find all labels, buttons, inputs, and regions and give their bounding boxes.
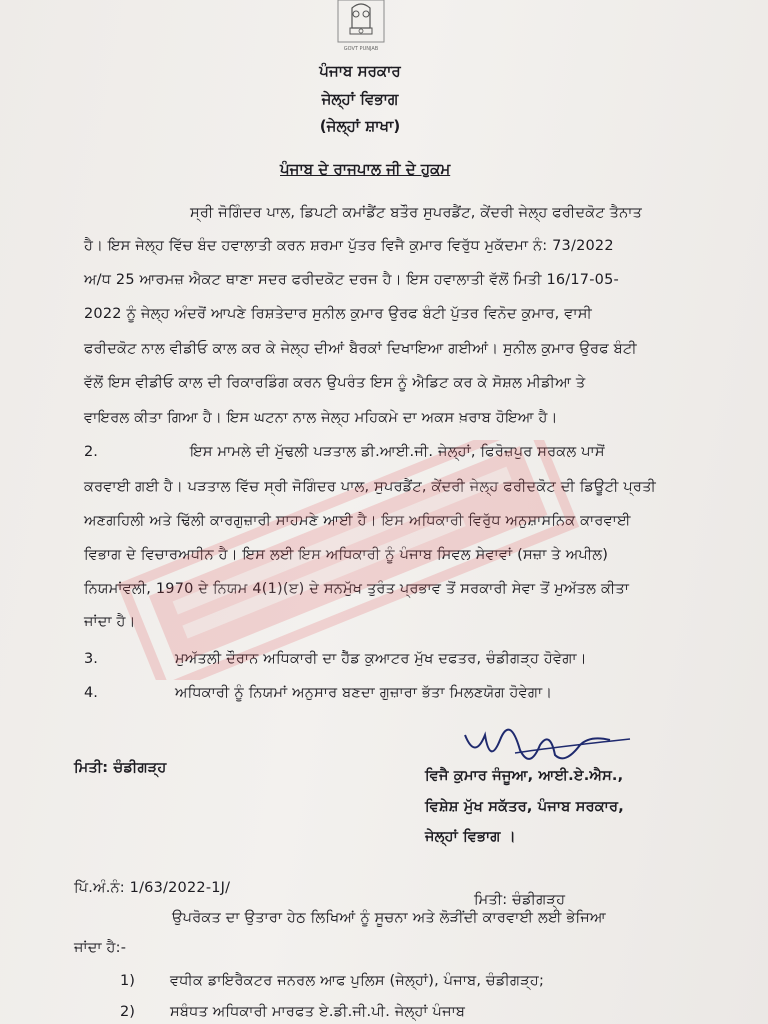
copy-list-number: 1) [120,973,135,989]
signature-mark [455,715,635,775]
para2-line: ਕਰਵਾਈ ਗਈ ਹੈ। ਪੜਤਾਲ ਵਿੱਚ ਸ੍ਰੀ ਜੋਗਿੰਦਰ ਪਾਲ, ਸੁਪਰਡੈਂਟ, ਕੇਂਦਰੀ ਜੇਲ੍ਹ ਫਰੀਦਕੋਟ ਦੀ ਡਿਊਟੀ ਪ੍ਰਤੀ [84,479,656,495]
para1-line: ਸ੍ਰੀ ਜੋਗਿੰਦਰ ਪਾਲ, ਡਿਪਟੀ ਕਮਾਂਡੈਂਟ ਬਤੌਰ ਸੁਪਰਡੈਂਟ, ਕੇਂਦਰੀ ਜੇਲ੍ਹ ਫਰੀਦਕੋਟ ਤੈਨਾਤ [190,205,643,221]
para2-line: ਨਿਯਮਾਂਵਲੀ, 1970 ਦੇ ਨਿਯਮ 4(1)(ੲ) ਦੇ ਸਨਮੁੱਖ ਤੁਰੰਤ ਪ੍ਰਭਾਵ ਤੋਂ ਸਰਕਾਰੀ ਸੇਵਾ ਤੋਂ ਮੁਅੱਤਲ ਕੀਤਾ [84,581,630,597]
endorsement-place-date: ਮਿਤੀ: ਚੰਡੀਗੜ੍ਹ [474,892,566,908]
header-branch: (ਜੇਲ੍ਹਾਂ ਸ਼ਾਖਾ) [319,117,401,135]
para1-line: ਫਰੀਦਕੋਟ ਨਾਲ ਵੀਡੀਓ ਕਾਲ ਕਰ ਕੇ ਜੇਲ੍ਹ ਦੀਆਂ ਬੈਰਕਾਂ ਦਿਖਾਇਆ ਗਈਆਂ। ਸੁਨੀਲ ਕੁਮਾਰ ਉਰਫ ਬੰਟੀ [84,341,637,357]
signatory-name: ਵਿਜੈ ਕੁਮਾਰ ਜੰਜੂਆ, ਆਈ.ਏ.ਐਸ., [425,768,624,784]
para2-line: ਜਾਂਦਾ ਹੈ। [84,614,136,630]
emblem-caption: GOVT PUNJAB [343,46,379,52]
copy-list-number: 2) [120,1004,135,1020]
para4-number: 4. [84,685,98,701]
para2-line: ਵਿਭਾਗ ਦੇ ਵਿਚਾਰਅਧੀਨ ਹੈ। ਇਸ ਲਈ ਇਸ ਅਧਿਕਾਰੀ ਨੂੰ ਪੰਜਾਬ ਸਿਵਲ ਸੇਵਾਵਾਂ (ਸਜ਼ਾ ਤੇ ਅਪੀਲ) [84,547,609,563]
para1-line: ਵਾਇਰਲ ਕੀਤਾ ਗਿਆ ਹੈ। ਇਸ ਘਟਨਾ ਨਾਲ ਜੇਲ੍ਹ ਮਹਿਕਮੇ ਦਾ ਅਕਸ ਖ਼ਰਾਬ ਹੋਇਆ ਹੈ। [84,410,558,426]
para3-number: 3. [84,651,98,667]
signatory-designation: ਵਿਸ਼ੇਸ਼ ਮੁੱਖ ਸਕੱਤਰ, ਪੰਜਾਬ ਸਰਕਾਰ, [425,799,624,815]
para4-text: ਅਧਿਕਾਰੀ ਨੂੰ ਨਿਯਮਾਂ ਅਨੁਸਾਰ ਬਣਦਾ ਗੁਜ਼ਾਰਾ ਭੱਤਾ ਮਿਲਣਯੋਗ ਹੋਵੇਗਾ। [175,685,553,701]
para1-line: ਅ/ਧ 25 ਆਰਮਜ਼ ਐਕਟ ਥਾਣਾ ਸਦਰ ਫਰੀਦਕੋਟ ਦਰਜ ਹੈ। ਇਸ ਹਵਾਲਾਤੀ ਵੱਲੋਂ ਮਿਤੀ 16/17-05- [84,272,619,288]
copy-list-item: ਸਬੰਧਤ ਅਧਿਕਾਰੀ ਮਾਰਫਤ ਏ.ਡੀ.ਜੀ.ਪੀ. ਜੇਲ੍ਹਾਂ ਪੰਜਾਬ [170,1004,466,1020]
para2-number: 2. [84,444,98,460]
signatory-department: ਜੇਲ੍ਹਾਂ ਵਿਭਾਗ । [425,829,516,845]
order-subject: ਪੰਜਾਬ ਦੇ ਰਾਜਪਾਲ ਜੀ ਦੇ ਹੁਕਮ [280,160,451,178]
para1-line: 2022 ਨੂੰ ਜੇਲ੍ਹ ਅੰਦਰੋਂ ਆਪਣੇ ਰਿਸ਼ਤੇਦਾਰ ਸੁਨੀਲ ਕੁਮਾਰ ਉਰਫ ਬੰਟੀ ਪੁੱਤਰ ਵਿਨੋਦ ਕੁਮਾਰ, ਵਾਸੀ [84,306,592,322]
state-emblem-icon [330,0,392,52]
para1-line: ਵੱਲੋਂ ਇਸ ਵੀਡੀਓ ਕਾਲ ਦੀ ਰਿਕਾਰਡਿੰਗ ਕਰਨ ਉਪਰੰਤ ਇਸ ਨੂੰ ਐਡਿਟ ਕਰ ਕੇ ਸੋਸ਼ਲ ਮੀਡੀਆ ਤੇ [84,375,586,391]
para2-line: ਅਣਗਹਿਲੀ ਅਤੇ ਢਿੱਲੀ ਕਾਰਗੁਜ਼ਾਰੀ ਸਾਹਮਣੇ ਆਈ ਹੈ। ਇਸ ਅਧਿਕਾਰੀ ਵਿਰੁੱਧ ਅਨੁਸ਼ਾਸਨਿਕ ਕਾਰਵਾਈ [84,513,631,529]
para1-line: ਹੈ। ਇਸ ਜੇਲ੍ਹ ਵਿੱਚ ਬੰਦ ਹਵਾਲਾਤੀ ਕਰਨ ਸ਼ਰਮਾ ਪੁੱਤਰ ਵਿਜੈ ਕੁਮਾਰ ਵਿਰੁੱਧ ਮੁਕੱਦਮਾ ਨੰ: 73/2022 [84,238,614,254]
endorsement-line: ਜਾਂਦਾ ਹੈ:- [74,940,127,956]
copy-list-item: ਵਧੀਕ ਡਾਇਰੈਕਟਰ ਜਨਰਲ ਆਫ ਪੁਲਿਸ (ਜੇਲ੍ਹਾਂ), ਪੰਜਾਬ, ਚੰਡੀਗੜ੍ਹ; [170,973,545,989]
header-government: ਪੰਜਾਬ ਸਰਕਾਰ [319,62,401,80]
endorsement-ref: ਪਿੱ.ਅੰ.ਨੰ: 1/63/2022-1J/ [74,880,231,896]
endorsement-line: ਉਪਰੋਕਤ ਦਾ ਉਤਾਰਾ ਹੇਠ ਲਿਖਿਆਂ ਨੂੰ ਸੂਚਨਾ ਅਤੇ ਲੋੜੀਂਦੀ ਕਾਰਵਾਈ ਲਈ ਭੇਜਿਆ [172,910,606,926]
place-date: ਮਿਤੀ: ਚੰਡੀਗੜ੍ਹ [74,760,167,776]
header-department: ਜੇਲ੍ਹਾਂ ਵਿਭਾਗ [321,90,399,108]
para3-text: ਮੁਅੱਤਲੀ ਦੌਰਾਨ ਅਧਿਕਾਰੀ ਦਾ ਹੈੱਡ ਕੁਆਟਰ ਮੁੱਖ ਦਫਤਰ, ਚੰਡੀਗੜ੍ਹ ਹੋਵੇਗਾ। [175,651,587,667]
para2-line: ਇਸ ਮਾਮਲੇ ਦੀ ਮੁੱਢਲੀ ਪੜਤਾਲ ਡੀ.ਆਈ.ਜੀ. ਜੇਲ੍ਹਾਂ, ਫਿਰੋਜ਼ਪੁਰ ਸਰਕਲ ਪਾਸੋਂ [190,444,605,460]
